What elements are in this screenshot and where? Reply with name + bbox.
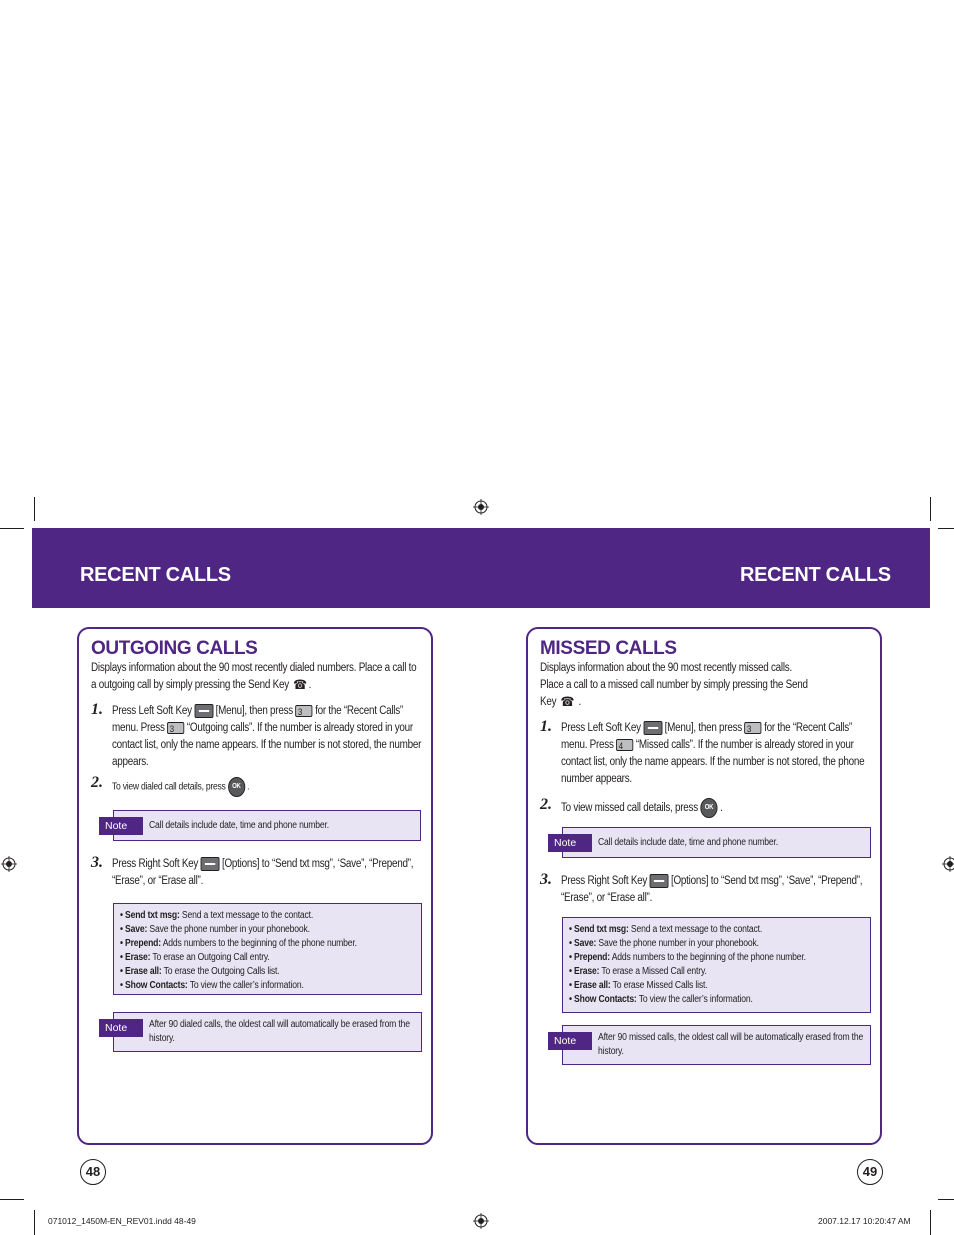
step-number: 3. — [540, 871, 552, 888]
missed-intro: Displays information about the 90 most recently missed calls. Place a call to a missed call number by simply pressing the Send Key ☎ . — [540, 662, 808, 709]
crop-mark — [930, 497, 931, 521]
step-number: 1. — [540, 718, 552, 735]
send-key-icon: ☎ — [293, 676, 307, 692]
options-box — [562, 917, 871, 1013]
outgoing-step-3: Press Right Soft Key [Options] to “Send txt msg”, ‘Save”, “Prepend”, “Erase”, or “Erase all”. — [112, 858, 414, 887]
crop-mark — [0, 528, 24, 529]
left-soft-key-icon — [643, 721, 662, 735]
note-label: Note — [99, 1019, 143, 1037]
note-text: After 90 dialed calls, the oldest call will automatically be erased from the history. — [149, 1019, 410, 1044]
option-item: • Show Contacts: To view the caller’s information. — [120, 980, 304, 991]
option-item: • Send txt msg: Send a text message to the contact. — [120, 910, 314, 921]
page-number: 48 — [80, 1159, 106, 1185]
outgoing-calls-title: OUTGOING CALLS — [91, 638, 258, 659]
crop-mark — [938, 528, 954, 529]
option-item: • Save: Save the phone number in your phonebook. — [569, 938, 759, 949]
missed-step-1: Press Left Soft Key [Menu], then press 3 for the “Recent Calls” menu. Press 4 “Missed calls”. If the number is already stored in your contact list, only the name appears. If the number is not stored, the phone number appears. — [561, 722, 865, 785]
note-box — [105, 1012, 422, 1052]
options-list — [120, 909, 357, 993]
left-soft-key-icon — [194, 704, 213, 718]
step-number: 1. — [91, 701, 103, 718]
registration-mark-icon — [942, 856, 954, 872]
note-label: Note — [548, 834, 592, 852]
right-soft-key-icon — [650, 874, 669, 888]
missed-step-3: Press Right Soft Key [Options] to “Send txt msg”, ‘Save”, “Prepend”, “Erase”, or “Erase all”. — [561, 875, 863, 904]
registration-mark-icon — [473, 1213, 489, 1229]
option-item: • Erase: To erase a Missed Call entry. — [569, 966, 707, 977]
outgoing-step-2: To view dialed call details, press OK . — [112, 777, 422, 797]
note-text: Call details include date, time and phone number. — [598, 837, 778, 848]
send-key-icon: ☎ — [560, 693, 575, 709]
step-number: 3. — [91, 854, 103, 871]
number-4-key-icon: 4 — [616, 739, 633, 751]
registration-mark-icon — [473, 499, 489, 515]
page-number: 49 — [857, 1159, 883, 1185]
option-item: • Prepend: Adds numbers to the beginning of the phone number. — [569, 952, 806, 963]
print-slug-right: 2007.12.17 10:20:47 AM — [818, 1216, 911, 1226]
number-3-key-icon: 3 — [744, 722, 761, 734]
outgoing-intro: Displays information about the 90 most recently dialed numbers. Place a call to a outgoing call by simply pressing the Send Key ☎ . — [91, 662, 417, 692]
option-item: • Show Contacts: To view the caller’s information. — [569, 994, 753, 1005]
note-box — [105, 810, 421, 841]
crop-mark — [938, 1199, 954, 1200]
crop-mark — [930, 1210, 931, 1235]
number-3-key-icon: 3 — [167, 722, 184, 734]
note-text: After 90 missed calls, the oldest call will be automatically erased from the history. — [598, 1032, 864, 1057]
ok-key-icon: OK — [228, 777, 245, 797]
missed-step-2: To view missed call details, press OK . — [561, 798, 871, 818]
note-text: Call details include date, time and phone number. — [149, 820, 329, 831]
step-number: 2. — [91, 774, 103, 791]
outgoing-step-1: Press Left Soft Key [Menu], then press 3 for the “Recent Calls” menu. Press 3 “Outgoing calls”. If the number is already stored in your contact list, only the name appears. If the number is not stored, the number appears. — [112, 705, 422, 768]
note-label: Note — [548, 1032, 592, 1050]
ok-key-icon: OK — [700, 798, 717, 818]
step-number: 2. — [540, 796, 552, 813]
option-item: • Erase all: To erase the Outgoing Calls list. — [120, 966, 280, 977]
option-item: • Save: Save the phone number in your phonebook. — [120, 924, 310, 935]
note-box — [554, 1025, 871, 1065]
option-item: • Prepend: Adds numbers to the beginning of the phone number. — [120, 938, 357, 949]
crop-mark — [0, 1199, 24, 1200]
missed-calls-title: MISSED CALLS — [540, 638, 677, 659]
note-label: Note — [99, 817, 143, 835]
option-item: • Erase all: To erase Missed Calls list. — [569, 980, 708, 991]
note-box — [554, 827, 871, 858]
option-item: • Send txt msg: Send a text message to the contact. — [569, 924, 763, 935]
crop-mark — [34, 497, 35, 521]
number-3-key-icon: 3 — [295, 705, 312, 717]
options-list — [569, 923, 806, 1007]
registration-mark-icon — [1, 856, 17, 872]
right-soft-key-icon — [201, 857, 220, 871]
left-page-title: RECENT CALLS — [80, 564, 231, 586]
option-item: • Erase: To erase an Outgoing Call entry. — [120, 952, 270, 963]
options-box — [113, 903, 422, 995]
right-page-title: RECENT CALLS — [740, 564, 891, 586]
print-slug-left: 071012_1450M-EN_REV01.indd 48-49 — [48, 1216, 196, 1226]
crop-mark — [34, 1210, 35, 1235]
